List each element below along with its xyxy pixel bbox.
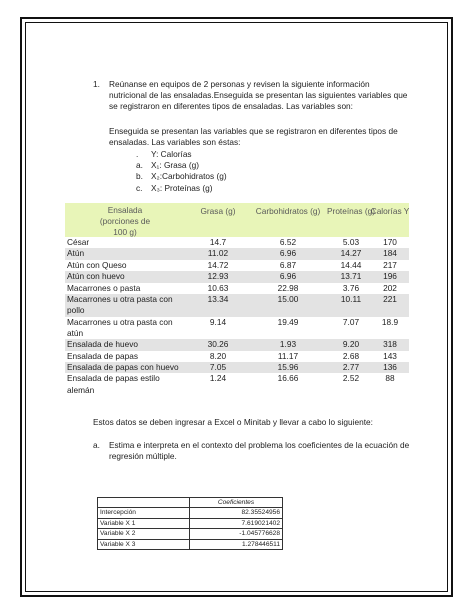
coef-header-empty <box>98 498 190 508</box>
coefficients-table <box>97 497 283 550</box>
cell-protein: 7.07 <box>342 316 360 327</box>
coef-value: -1.045776628 <box>190 529 283 539</box>
cell-fat: 14.72 <box>207 259 229 270</box>
cell-carbs: 19.49 <box>277 316 299 327</box>
cell-carbs: 6.52 <box>279 237 297 247</box>
cell-cal: 202 <box>383 282 397 293</box>
cell-fat: 12.93 <box>207 271 229 282</box>
variable-text: X₂:Carbohidratos (g) <box>151 171 227 182</box>
cell-salad-name: Ensalada de papas con huevo <box>67 361 179 372</box>
coef-header-row <box>98 498 283 508</box>
variable-text: Y: Calorías <box>151 149 192 159</box>
cell-protein: 2.68 <box>342 350 360 361</box>
cell-protein: 2.52 <box>342 373 360 384</box>
cell-cal: 196 <box>383 271 397 282</box>
coef-label: Intercepción <box>98 508 190 518</box>
table-row <box>65 237 409 248</box>
cell-protein: 10.11 <box>340 293 362 304</box>
header-carbs: Carbohidratos (g) <box>255 206 321 216</box>
cell-salad-name: Macarrones u otra pasta con pollo <box>67 293 173 316</box>
cell-fat: 14.7 <box>209 237 227 247</box>
cell-fat: 9.14 <box>209 316 227 327</box>
cell-carbs: 11.17 <box>277 350 299 361</box>
cell-protein: 2.77 <box>342 361 360 372</box>
cell-salad-name: César <box>67 237 90 247</box>
cell-carbs: 6.96 <box>279 248 297 259</box>
list-marker: b. <box>136 171 143 182</box>
cell-protein: 13.71 <box>340 271 362 282</box>
table-row <box>65 373 409 395</box>
table-row <box>65 317 409 340</box>
cell-carbs: 1.93 <box>279 339 297 350</box>
question-marker: a. <box>93 440 100 450</box>
coef-row <box>98 539 283 549</box>
variable-list <box>136 149 227 194</box>
cell-cal: 184 <box>383 248 397 259</box>
cell-fat: 30.26 <box>207 339 229 350</box>
cell-cal: 143 <box>383 350 397 361</box>
cell-cal: 221 <box>383 293 397 304</box>
cell-fat: 7.05 <box>209 361 227 372</box>
header-protein: Proteínas (g) <box>327 206 375 216</box>
coef-value: 82.35524956 <box>190 508 283 518</box>
intro-paragraph: Reúnanse en equipos de 2 personas y revisen la siguiente información nutricional de las ensaladas.Enseguida se presentan las siguientes variables que se registraron en diferentes tipos de ensaladas. Las variables son: <box>109 79 408 112</box>
cell-salad-name: Macarrones o pasta <box>67 282 141 293</box>
instructions-text: Estos datos se deben ingresar a Excel o Minitab y llevar a cabo lo siguiente: <box>93 417 373 427</box>
cell-carbs: 6.96 <box>279 271 297 282</box>
cell-salad-name: Ensalada de papas estilo alemán <box>67 373 160 395</box>
variable-item <box>136 183 227 194</box>
cell-salad-name: Macarrones u otra pasta con atún <box>67 316 173 338</box>
cell-carbs: 6.87 <box>279 259 297 270</box>
cell-salad-name: Ensalada de huevo <box>67 339 139 350</box>
header-calories: Calorías Y <box>370 206 410 216</box>
cell-protein: 3.76 <box>342 282 360 293</box>
cell-carbs: 15.00 <box>277 293 299 304</box>
coef-row <box>98 529 283 539</box>
table-row <box>65 283 409 294</box>
cell-cal: 88 <box>385 373 395 384</box>
cell-cal: 18.9 <box>381 316 399 327</box>
coef-label: Variable X 2 <box>98 529 190 539</box>
coef-label: Variable X 3 <box>98 539 190 549</box>
cell-carbs: 15.96 <box>277 361 299 372</box>
cell-fat: 13.34 <box>207 293 229 304</box>
cell-protein: 14.27 <box>340 248 362 259</box>
cell-protein: 5.03 <box>342 237 360 247</box>
coef-value: 1.278446511 <box>190 539 283 549</box>
cell-salad-name: Atún <box>67 248 85 259</box>
cell-salad-name: Ensalada de papas <box>67 350 139 361</box>
cell-cal: 217 <box>383 259 397 270</box>
table-row <box>65 271 409 282</box>
coef-row <box>98 508 283 518</box>
salad-table <box>65 203 410 395</box>
list-marker: . <box>136 149 139 159</box>
cell-cal: 136 <box>383 361 397 372</box>
header-fat: Grasa (g) <box>200 206 236 216</box>
table-header <box>65 203 409 237</box>
table-row <box>65 260 409 271</box>
variable-item <box>136 149 227 160</box>
variable-item <box>136 160 227 171</box>
table-row <box>65 351 409 362</box>
cell-fat: 10.63 <box>207 282 229 293</box>
cell-protein: 14.44 <box>340 259 362 270</box>
table-row <box>65 362 409 373</box>
question-text: Estima e interpreta en el contexto del problema los coeficientes de la ecuación de regresión múltiple. <box>109 440 410 462</box>
table-row <box>65 248 409 259</box>
table-row <box>65 339 409 350</box>
variable-text: X₃: Proteínas (g) <box>151 182 213 193</box>
list-marker: a. <box>136 160 143 171</box>
intro-paragraph-2: Enseguida se presentan las variables que se registraron en diferentes tipos de ensaladas. Las variables son éstas: <box>109 126 398 148</box>
table-row <box>65 294 409 317</box>
cell-carbs: 22.98 <box>277 282 299 293</box>
item-number: 1. <box>93 79 100 89</box>
coef-header: Coeficientes <box>190 498 283 508</box>
header-salad: Ensalada (porciones de 100 g) <box>99 205 151 237</box>
list-marker: c. <box>136 182 143 193</box>
cell-protein: 9.20 <box>342 339 360 350</box>
coef-label: Variable X 1 <box>98 518 190 528</box>
coef-value: 7.619021402 <box>190 518 283 528</box>
cell-salad-name: Atún con huevo <box>67 271 125 282</box>
cell-cal: 170 <box>383 237 397 247</box>
cell-fat: 8.20 <box>209 350 227 361</box>
cell-carbs: 16.66 <box>277 373 299 384</box>
coef-row <box>98 518 283 528</box>
cell-fat: 1.24 <box>209 373 227 384</box>
variable-item <box>136 171 227 182</box>
variable-text: X₁: Grasa (g) <box>151 160 199 171</box>
cell-fat: 11.02 <box>207 248 229 259</box>
cell-salad-name: Atún con Queso <box>67 259 127 270</box>
cell-cal: 318 <box>383 339 397 350</box>
table-body <box>65 237 409 395</box>
